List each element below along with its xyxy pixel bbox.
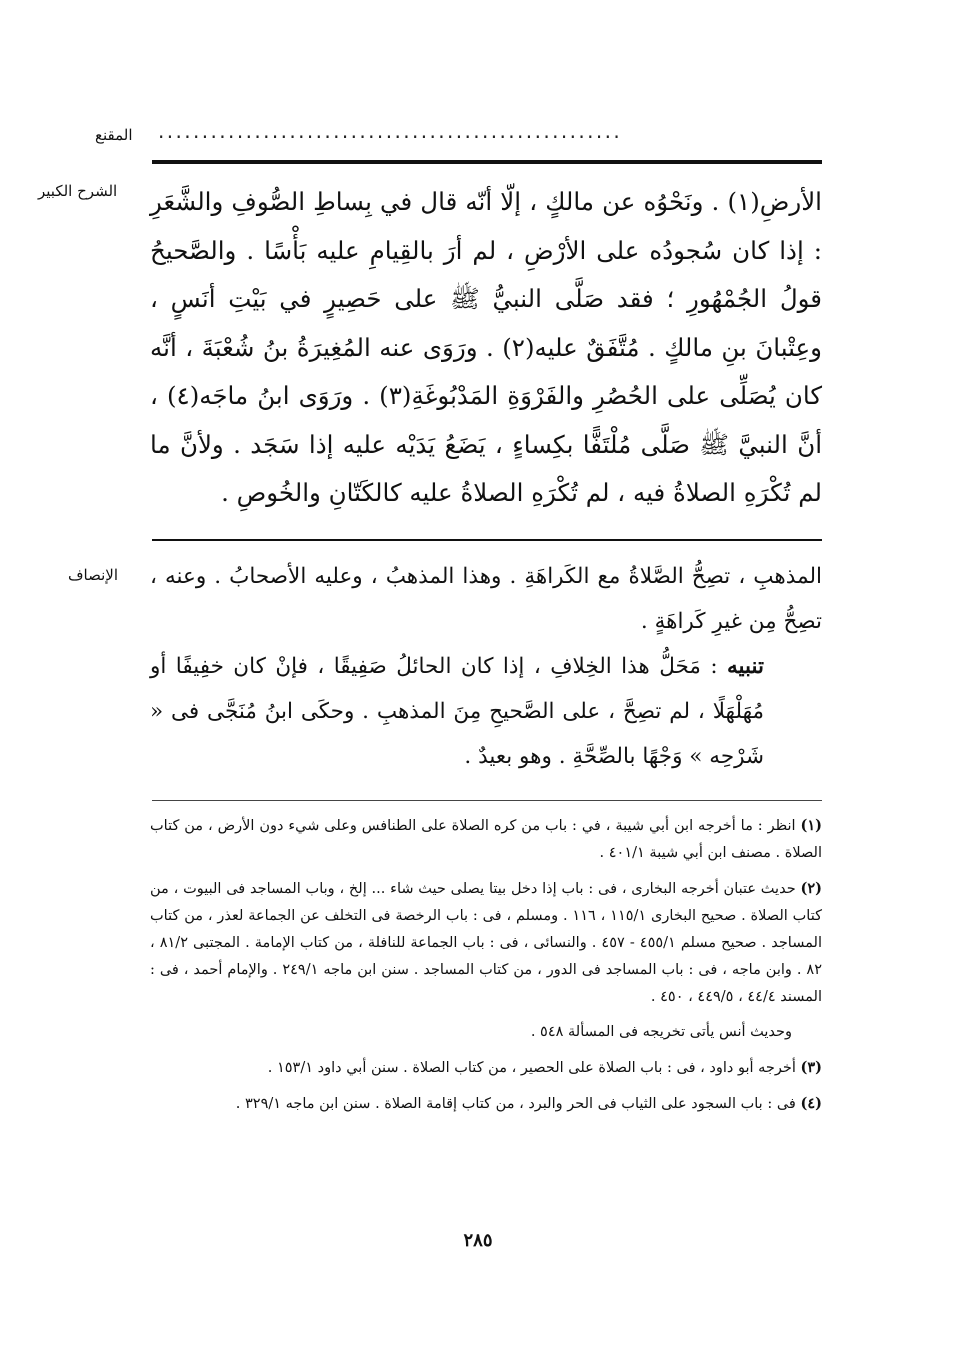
section-label-insaf: الإنصاف	[68, 566, 119, 584]
section-divider	[152, 539, 822, 541]
footnote-number: (١)	[800, 817, 822, 834]
section-label-sharh: الشرح الكبير	[38, 182, 118, 200]
footnote-number: (٢)	[800, 880, 823, 897]
tanbih-label: تنبيه	[727, 654, 764, 679]
footnote-number: (٣)	[800, 1059, 822, 1076]
footnote-number: (٤)	[800, 1095, 822, 1112]
footnote-text: أخرجه أبو داود ، فى : باب الصلاة على الحصير ، من كتاب الصلاة . سنن أبي داود ١٥٣/١ .	[267, 1060, 796, 1076]
insaf-paragraph-1: المذهبِ ، تصِحُّ الصَّلاةُ مع الكَراهَةِ . وهذا المذهبُ ، وعليه الأصحابُ . وعنه ، تصِحُّ مِن غيرِ كَراهَةٍ .	[150, 564, 822, 634]
sharh-paragraph: الأرضِ(١) . ونَحْوُه عن مالكٍ ، إلّا أنّه قال في بِساطِ الصُّوفِ والشَّعَرِ : إذا كان سُجودُه على الأرْضِ ، لم أرَ بالقِيامِ عليه بَأْسًا . والصَّحيحُ قولُ الجُمْهُورِ ؛ فقد صَلَّى النبيُّ ﷺ على حَصِيرٍ في بَيْتِ أنَسٍ ، وعِتْبانَ بنِ مالكٍ . مُتَّفَقٌ عليه(٢) . ورَوَى عنه المُغِيرَةُ بنُ شُعْبَةَ ، أنَّه كان يُصَلِّى على الحُصُرِ والفَرْوَةِ المَدْبُوغَةِ(٣) . ورَوَى ابنُ ماجَه(٤) ، أنَّ النبيَّ ﷺ صَلَّى مُلْتَفًّا بكِساءٍ ، يَضَعُ يَدَيْه عليه إذا سَجَد . ولأنَّ ما لم تُكْرَهِ الصلاةُ فيه ، لم تُكْرَهِ الصلاةُ عليه كالكَتّانِ والخُوصِ .	[150, 187, 823, 507]
footnote-divider	[152, 800, 822, 801]
book-label-muqni: المقنع	[95, 126, 133, 144]
footnotes-block	[150, 812, 822, 1126]
dotted-separator: .....................................................	[158, 119, 623, 143]
insaf-paragraph-2	[150, 644, 822, 779]
page-number: ٢٨٥	[463, 1230, 493, 1251]
footnote-3	[150, 1054, 822, 1082]
footnote-text: انظر : ما أخرجه ابن أبي شيبة ، في : باب من كره الصلاة على الطنافس وعلى شيء دون الأرض ، من كتاب الصلاة . مصنف ابن أبي شيبة ٤٠١/١ .	[150, 818, 822, 861]
footnote-2-extra: وحديث أنس يأتى تخريجه فى المسألة ٥٤٨ .	[530, 1024, 792, 1040]
footnote-2	[150, 875, 822, 1011]
insaf-text-block	[150, 554, 822, 779]
footnote-text: فى : باب السجود على الثياب فى الحر والبرد ، من كتاب إقامة الصلاة . سنن ابن ماجه ٣٢٩/١ .	[235, 1096, 796, 1112]
tanbih-text: : مَحَلُّ هذا الخِلافِ ، إذا كان الحائلُ صَفِيقًا ، فإنْ كان خفِيفًا أو مُهَلْهَلًا ، لم تصِحَّ ، على الصَّحيحِ مِنَ المذهبِ . وحكَى ابنُ مُنَجَّى فى « شَرْحِه » وَجْهًا بالصِّحَّةِ . وهو بعيدٌ .	[150, 654, 764, 769]
sharh-text-block	[150, 178, 822, 518]
footnote-1	[150, 812, 822, 867]
footnote-4	[150, 1090, 822, 1118]
thick-rule	[152, 160, 822, 164]
footnote-text: حديث عتبان أخرجه البخارى ، فى : باب إذا دخل بيتا يصلى حيث شاء ... إلخ ، وباب المساجد فى البيوت ، من كتاب الصلاة . صحيح البخارى ١١٥/١ ، ١١٦ . ومسلم ، فى : باب الرخصة فى التخلف عن الجماعة لعذر ، من كتاب المساجد . صحيح مسلم ٤٥٥/١ - ٤٥٧ . والنسائى ، فى : باب الجماعة للنافلة ، من كتاب الإمامة . المجتبى ٨١/٢ ، ٨٢ . وابن ماجه ، فى : باب المساجد فى الدور ، من كتاب المساجد . سنن ابن ماجه ٢٤٩/١ . والإمام أحمد ، فى : المسند ٤٤/٤ ، ٤٤٩/٥ ، ٤٥٠ .	[150, 881, 823, 1005]
